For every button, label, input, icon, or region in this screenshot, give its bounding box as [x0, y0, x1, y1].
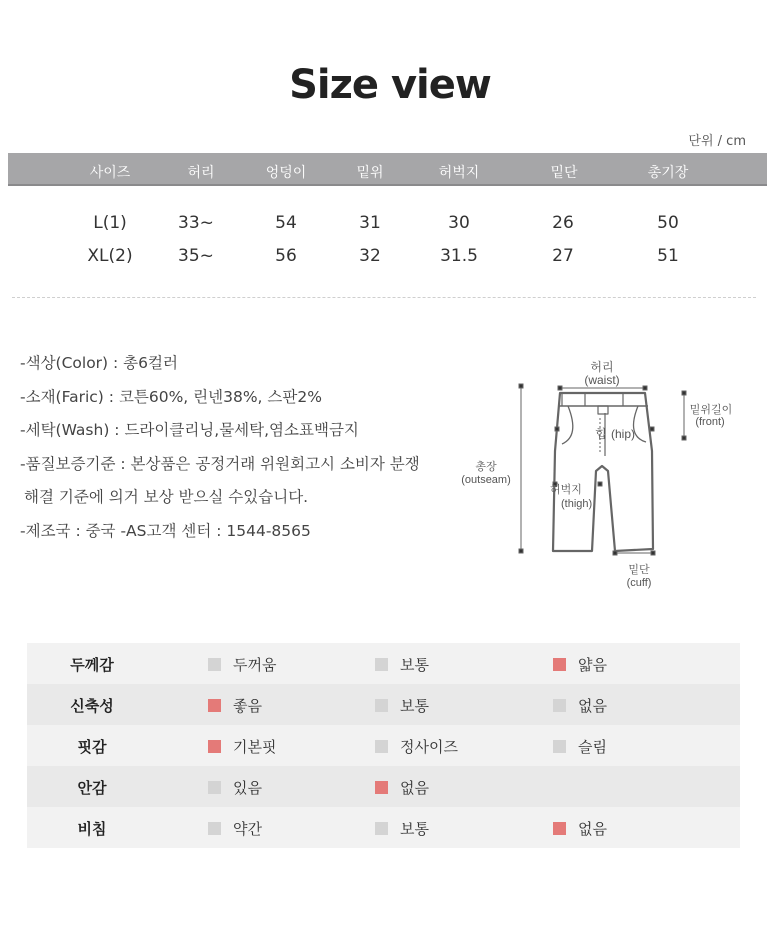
- option-label: 기본핏: [233, 738, 277, 756]
- option-label: 보통: [400, 656, 429, 674]
- property-label: 비침: [77, 820, 107, 838]
- header-size: 사이즈: [89, 165, 131, 181]
- property-option: [375, 654, 429, 675]
- size-cell: L(1): [93, 213, 127, 233]
- checkbox-indicator: [208, 781, 221, 794]
- property-label: 핏감: [77, 738, 107, 756]
- size-cell: 51: [657, 246, 679, 266]
- option-label: 없음: [578, 697, 607, 715]
- property-option: [553, 736, 607, 757]
- option-label: 얇음: [578, 656, 607, 674]
- header-thigh: 허벅지: [438, 165, 480, 181]
- size-cell: 33~: [178, 213, 214, 233]
- size-table-header: [8, 153, 767, 186]
- property-label: 안감: [77, 779, 107, 797]
- checkbox-indicator: [553, 658, 566, 671]
- label-rise-en: (front): [695, 416, 725, 428]
- info-line: 해결 기준에 의거 보상 받으실 수있습니다.: [24, 488, 309, 506]
- option-label: 보통: [400, 820, 429, 838]
- property-option: [208, 777, 262, 798]
- option-label: 두꺼움: [233, 656, 277, 674]
- label-rise: 밑위길이: [689, 404, 733, 416]
- option-label: 보통: [400, 697, 429, 715]
- checkbox-indicator: [208, 740, 221, 753]
- header-length: 총기장: [647, 165, 689, 181]
- size-cell: 26: [552, 213, 574, 233]
- checkbox-indicator: [375, 781, 388, 794]
- option-label: 슬림: [578, 738, 607, 756]
- property-option: [553, 654, 607, 675]
- label-cuff-en: (cuff): [626, 577, 652, 589]
- size-cell: 31: [359, 213, 381, 233]
- size-cell: XL(2): [87, 246, 133, 266]
- section-divider: [12, 297, 756, 298]
- header-waist: 허리: [187, 165, 215, 181]
- info-line: -세탁(Wash) : 드라이클리닝,물세탁,염소표백금지: [20, 421, 359, 439]
- option-label: 있음: [233, 779, 262, 797]
- info-line: -색상(Color) : 총6컬러: [20, 354, 178, 372]
- size-cell: 30: [448, 213, 470, 233]
- size-cell: 31.5: [440, 246, 478, 266]
- product-info: [20, 347, 420, 548]
- size-cell: 56: [275, 246, 297, 266]
- header-rise: 밑위: [356, 165, 384, 181]
- property-label: 두께감: [70, 656, 114, 674]
- property-option: [208, 654, 276, 675]
- label-cuff: 밑단: [628, 564, 650, 576]
- header-hip: 엉덩이: [265, 165, 307, 181]
- label-waist-en: (waist): [584, 373, 620, 387]
- property-option: [375, 736, 458, 757]
- size-cell: 35~: [178, 246, 214, 266]
- label-hip: 힙: [595, 427, 607, 441]
- unit-label: 단위 / cm: [688, 134, 746, 149]
- option-label: 없음: [578, 820, 607, 838]
- option-label: 약간: [233, 820, 262, 838]
- label-hip-en: (hip): [611, 427, 636, 441]
- checkbox-indicator: [208, 658, 221, 671]
- info-line: -제조국 : 중국 -AS고객 센터 : 1544-8565: [20, 521, 311, 540]
- label-outseam-en: (outseam): [461, 474, 511, 486]
- property-row-elasticity: [27, 684, 740, 725]
- checkbox-indicator: [208, 822, 221, 835]
- checkbox-indicator: [375, 658, 388, 671]
- property-row-sheerness: [27, 807, 740, 848]
- label-waist: 허리: [590, 360, 614, 374]
- property-row-lining: [27, 766, 740, 807]
- property-option: [375, 777, 429, 798]
- option-label: 좋음: [233, 697, 262, 715]
- size-row: [0, 246, 780, 270]
- label-outseam: 총장: [475, 461, 497, 473]
- checkbox-indicator: [553, 740, 566, 753]
- info-line: -소재(Faric) : 코튼60%, 린넨38%, 스판2%: [20, 387, 322, 406]
- pants-outline: [553, 393, 653, 551]
- property-option: [553, 818, 607, 839]
- property-row-fit: [27, 725, 740, 766]
- page-title: Size view: [289, 62, 491, 108]
- info-line: -품질보증기준 : 본상품은 공정거래 위원회고시 소비자 분쟁: [20, 454, 420, 473]
- checkbox-indicator: [208, 699, 221, 712]
- checkbox-indicator: [553, 822, 566, 835]
- property-label: 신축성: [70, 697, 114, 715]
- size-cell: 32: [359, 246, 381, 266]
- property-option: [553, 695, 607, 716]
- checkbox-indicator: [375, 699, 388, 712]
- property-option: [375, 695, 429, 716]
- checkbox-indicator: [553, 699, 566, 712]
- size-cell: 50: [657, 213, 679, 233]
- property-option: [208, 695, 262, 716]
- size-cell: 54: [275, 213, 297, 233]
- size-cell: 27: [552, 246, 574, 266]
- checkbox-indicator: [375, 740, 388, 753]
- property-option: [375, 818, 429, 839]
- size-row: [0, 213, 780, 237]
- option-label: 없음: [400, 779, 429, 797]
- label-thigh: 허벅지: [550, 484, 582, 496]
- property-option: [208, 818, 262, 839]
- property-option: [208, 736, 276, 757]
- property-row-thickness: [27, 643, 740, 684]
- fabric-properties-table: [27, 643, 740, 848]
- header-cuff: 밑단: [550, 165, 578, 181]
- option-label: 정사이즈: [400, 738, 458, 756]
- pants-diagram: [440, 356, 770, 596]
- label-thigh-en: (thigh): [561, 498, 593, 510]
- checkbox-indicator: [375, 822, 388, 835]
